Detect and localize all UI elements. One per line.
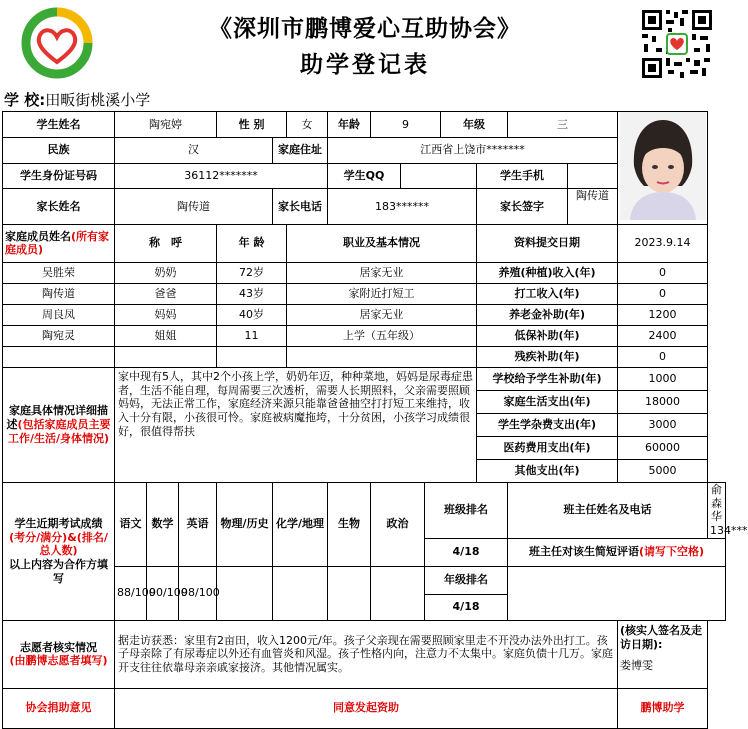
row-student-basic bbox=[3, 112, 726, 138]
subject-physics-history: 物理/历史 bbox=[217, 482, 273, 566]
teacher-comment-value[interactable] bbox=[508, 566, 726, 620]
verifier-cell bbox=[618, 620, 708, 688]
member-relation[interactable]: 爸爸 bbox=[115, 283, 217, 304]
member-age[interactable]: 43岁 bbox=[217, 283, 287, 304]
date-value[interactable]: 2023.9.14 bbox=[618, 224, 708, 262]
form-title-line1: 《深圳市鹏博爱心互助协会》 bbox=[209, 15, 521, 42]
comment-note: (请写下空格) bbox=[638, 545, 705, 559]
student-name-value[interactable]: 陶宛婷 bbox=[115, 112, 217, 138]
score-biology[interactable] bbox=[328, 566, 371, 620]
registration-form-table bbox=[2, 111, 748, 729]
member-name[interactable]: 周良凤 bbox=[3, 304, 115, 325]
expense-value[interactable]: 5000 bbox=[618, 459, 708, 482]
ethnic-value[interactable]: 汉 bbox=[115, 137, 273, 163]
form-title-line2: 助学登记表 bbox=[300, 51, 430, 78]
age-value[interactable]: 9 bbox=[371, 112, 441, 138]
school-line bbox=[4, 89, 150, 110]
verifier-value[interactable]: 娄博雯 bbox=[620, 659, 654, 673]
income-label: 残疾补助(年) bbox=[477, 346, 618, 367]
volunteer-note: (由鹏博志愿者填写) bbox=[9, 654, 108, 668]
member-relation-empty[interactable] bbox=[115, 346, 217, 367]
family-member-row bbox=[3, 262, 726, 283]
score-math[interactable]: 90/100 bbox=[147, 566, 179, 620]
income-label: 养殖(种植)收入(年) bbox=[477, 262, 618, 283]
member-job-empty[interactable] bbox=[287, 346, 477, 367]
exam-note: (考分/满分)&(排名/总人数) bbox=[9, 530, 108, 558]
income-value[interactable]: 0 bbox=[618, 346, 708, 367]
ethnic-label: 民族 bbox=[3, 137, 115, 163]
parent-phone-value[interactable]: 183****** bbox=[328, 189, 477, 224]
comment-label bbox=[508, 538, 726, 566]
grade-rank-value[interactable]: 4/18 bbox=[425, 594, 508, 620]
family-members-note: (所有家庭成员) bbox=[5, 229, 110, 257]
subject-chemistry-geography: 化学/地理 bbox=[273, 482, 328, 566]
age-header: 年 龄 bbox=[217, 224, 287, 262]
gender-value[interactable]: 女 bbox=[287, 112, 328, 138]
situation-text[interactable]: 家中现有5人，其中2个小孩上学，奶奶年迈，种种菜地，妈妈是尿毒症患者，生活不能自理，每周需要三次透析，需要人长期照料，父亲需要照顾妈妈，无法正常工作，家庭经济来源只能靠爸爸抽空打打短工来维持，收入十分有限，小孩很可怜。家庭被病魔拖垮，十分贫困，小孩学习成绩很好，很值得帮扶 bbox=[115, 367, 477, 482]
member-job[interactable]: 家附近打短工 bbox=[287, 283, 477, 304]
heart-logo-icon bbox=[20, 6, 94, 80]
grade-label: 年级 bbox=[441, 112, 508, 138]
member-relation[interactable]: 妈妈 bbox=[115, 304, 217, 325]
student-photo-image bbox=[620, 112, 706, 220]
income-value[interactable]: 0 bbox=[618, 262, 708, 283]
member-age[interactable]: 72岁 bbox=[217, 262, 287, 283]
member-relation[interactable]: 姐姐 bbox=[115, 325, 217, 346]
member-name[interactable]: 陶宛灵 bbox=[3, 325, 115, 346]
score-physics-history[interactable] bbox=[217, 566, 273, 620]
row-exam-1 bbox=[3, 482, 726, 538]
member-job[interactable]: 居家无业 bbox=[287, 262, 477, 283]
member-age[interactable]: 40岁 bbox=[217, 304, 287, 325]
volunteer-title: 志愿者核实情况 bbox=[20, 640, 97, 654]
score-english[interactable]: 98/100 bbox=[179, 566, 217, 620]
subject-math: 数学 bbox=[147, 482, 179, 566]
school-value: 田畈街桃溪小学 bbox=[45, 91, 151, 109]
family-members-title: 家庭成员姓名 bbox=[5, 229, 71, 243]
phone-label: 学生手机 bbox=[477, 163, 568, 189]
score-chemistry-geography[interactable] bbox=[273, 566, 328, 620]
income-value[interactable]: 2400 bbox=[618, 325, 708, 346]
expense-value[interactable]: 3000 bbox=[618, 413, 708, 436]
expense-value[interactable]: 60000 bbox=[618, 436, 708, 459]
expense-label: 其他支出(年) bbox=[477, 459, 618, 482]
member-job[interactable]: 居家无业 bbox=[287, 304, 477, 325]
member-relation[interactable]: 奶奶 bbox=[115, 262, 217, 283]
teacher-label: 班主任姓名及电话 bbox=[508, 482, 708, 538]
grade-rank-label: 年级排名 bbox=[425, 566, 508, 594]
age-label: 年龄 bbox=[328, 112, 371, 138]
gender-label: 性 别 bbox=[217, 112, 287, 138]
parent-sign-value[interactable]: 陶传道 bbox=[568, 189, 618, 224]
subject-chinese: 语文 bbox=[115, 482, 147, 566]
member-job[interactable]: 上学（五年级） bbox=[287, 325, 477, 346]
family-member-row bbox=[3, 283, 726, 304]
qq-value[interactable] bbox=[401, 163, 477, 189]
expense-label: 家庭生活支出(年) bbox=[477, 390, 618, 413]
expense-label: 学生学杂费支出(年) bbox=[477, 413, 618, 436]
form-header bbox=[0, 0, 728, 86]
situation-label bbox=[3, 367, 115, 482]
parent-name-label: 家长姓名 bbox=[3, 189, 115, 224]
id-label: 学生身份证号码 bbox=[3, 163, 115, 189]
parent-phone-label: 家长电话 bbox=[273, 189, 328, 224]
job-header: 职业及基本情况 bbox=[287, 224, 477, 262]
volunteer-text[interactable]: 据走访获悉：家里有2亩田，收入1200元/年。孩子父亲现在需要照顾家里走不开没办法外出打工。孩子母亲除了有尿毒症以外还有血管炎和风湿。孩子性格内向，注意力不太集中。家庭负债十几万。家庭开支往往依靠母亲亲戚家接济。其他情况属实。 bbox=[115, 620, 618, 688]
subject-english: 英语 bbox=[179, 482, 217, 566]
address-value[interactable]: 江西省上饶市******* bbox=[328, 137, 618, 163]
class-rank-value[interactable]: 4/18 bbox=[425, 538, 508, 566]
class-rank-label: 班级排名 bbox=[425, 482, 508, 538]
family-member-row bbox=[3, 304, 726, 325]
parent-name-value[interactable]: 陶传道 bbox=[115, 189, 273, 224]
expense-value[interactable]: 18000 bbox=[618, 390, 708, 413]
relation-header: 称 呼 bbox=[115, 224, 217, 262]
expense-label: 医药费用支出(年) bbox=[477, 436, 618, 459]
member-age[interactable]: 11 bbox=[217, 325, 287, 346]
score-politics[interactable] bbox=[371, 566, 425, 620]
student-name-label: 学生姓名 bbox=[3, 112, 115, 138]
donation-opinion-value[interactable]: 同意发起资助 bbox=[115, 688, 618, 728]
id-value[interactable]: 36112******* bbox=[115, 163, 328, 189]
exam-partner-note: 以上内容为合作方填写 bbox=[9, 558, 108, 585]
family-member-row-empty bbox=[3, 346, 726, 367]
qr-code-icon[interactable] bbox=[640, 8, 714, 80]
teacher-value[interactable]: 俞森华134*** bbox=[708, 482, 726, 538]
income-value[interactable]: 0 bbox=[618, 283, 708, 304]
address-label: 家庭住址 bbox=[273, 137, 328, 163]
student-photo bbox=[618, 112, 708, 225]
subject-biology: 生物 bbox=[328, 482, 371, 566]
income-label: 低保补助(年) bbox=[477, 325, 618, 346]
score-chinese[interactable]: 88/100 bbox=[115, 566, 147, 620]
subject-politics: 政治 bbox=[371, 482, 425, 566]
row-volunteer bbox=[3, 620, 726, 688]
member-age-empty[interactable] bbox=[217, 346, 287, 367]
expense-label: 学校给予学生补助(年) bbox=[477, 367, 618, 390]
income-label: 养老金补助(年) bbox=[477, 304, 618, 325]
member-name-empty[interactable] bbox=[3, 346, 115, 367]
qq-label: 学生QQ bbox=[328, 163, 401, 189]
comment-title: 班主任对该生简短评语 bbox=[528, 545, 639, 559]
donation-opinion-label: 协会捐助意见 bbox=[3, 688, 115, 728]
income-label: 打工收入(年) bbox=[477, 283, 618, 304]
phone-value[interactable] bbox=[568, 163, 618, 189]
volunteer-label bbox=[3, 620, 115, 688]
member-name[interactable]: 陶传道 bbox=[3, 283, 115, 304]
parent-sign-label: 家长签字 bbox=[477, 189, 568, 224]
school-label: 学 校: bbox=[4, 91, 46, 109]
date-label: 资料提交日期 bbox=[477, 224, 618, 262]
situation-title: 家庭具体情况详细描述 bbox=[6, 404, 108, 431]
row-footer bbox=[3, 688, 726, 728]
family-members-label bbox=[3, 224, 115, 262]
exam-label bbox=[3, 482, 115, 620]
grade-value[interactable]: 三 bbox=[508, 112, 618, 138]
situation-note: (包括家庭成员主要工作/生活/身体情况) bbox=[7, 417, 111, 445]
exam-title: 学生近期考试成绩 bbox=[14, 516, 103, 530]
family-member-row bbox=[3, 325, 726, 346]
row-family-header bbox=[3, 224, 726, 262]
income-value[interactable]: 1200 bbox=[618, 304, 708, 325]
member-name[interactable]: 吴胜荣 bbox=[3, 262, 115, 283]
verifier-label: (核实人签名及走访日期): bbox=[620, 623, 703, 651]
expense-value[interactable]: 1000 bbox=[618, 367, 708, 390]
row-situation-1 bbox=[3, 367, 726, 390]
brand-label: 鹏博助学 bbox=[618, 688, 708, 728]
